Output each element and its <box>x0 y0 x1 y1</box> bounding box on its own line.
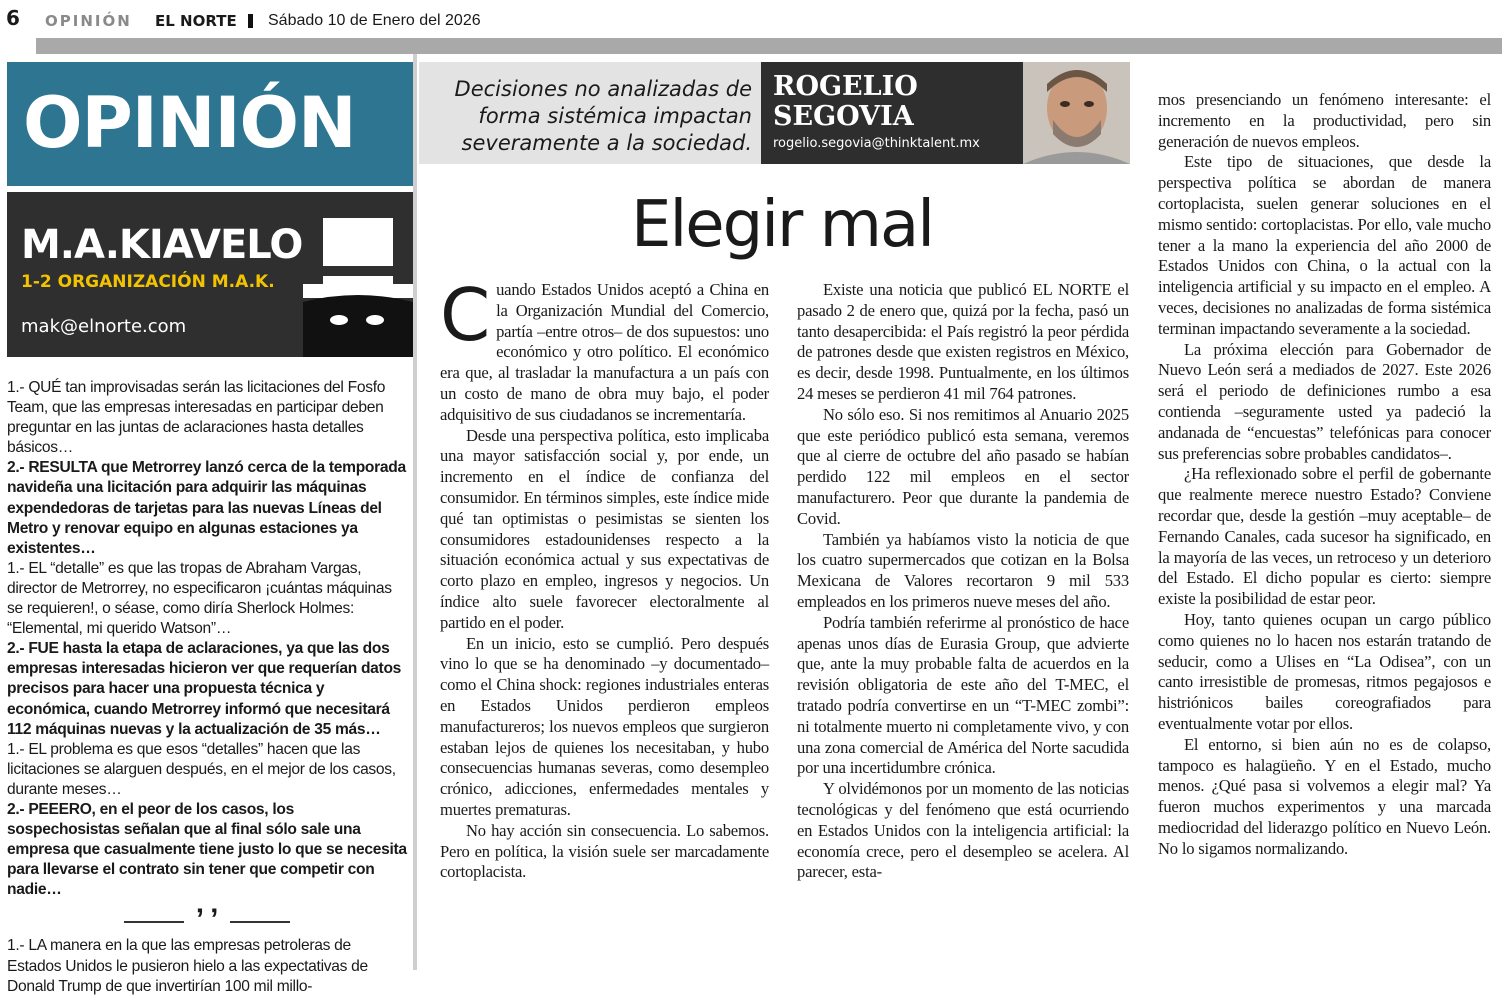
author-email: rogelio.segovia@thinktalent.mx <box>773 136 980 151</box>
article-paragraph: En un inicio, esto se cumplió. Pero después vino lo que se ha denominado –y documentado– como el China shock: regiones industriales enteras en Estados Unidos perdieron empleos manufactureros; los nuevos empleos que surgieron estaban lejos de quienes los necesitaban, y hubo consecuencias humanas severas, como desempleo crónico, adicciones, enfermedades mentales y muertes prematuras. <box>440 633 769 819</box>
opinion-section-title: OPINIÓN <box>23 82 356 164</box>
column-email: mak@elnorte.com <box>21 316 187 337</box>
column-item: 2.- FUE hasta la etapa de aclaraciones, ya que las dos empresas interesadas hicieron ver que requerían datos precisos para hacer una propuesta técnica y económica, cuando Metrorrey informó que necesitará 112 máquinas nuevas y la actualización de 35 más… <box>7 640 402 738</box>
opinion-section-box <box>7 62 413 186</box>
column-item: 1.- EL problema es que esos “detalles” hacen que las licitaciones se alarguen después, en el mejor de los casos, durante meses… <box>7 740 396 798</box>
top-hat-icon <box>303 218 413 357</box>
author-name: ROGELIO SEGOVIA <box>773 71 918 132</box>
article-paragraph: mos presenciando un fenómeno interesante: el incremento en la productividad, pero sin generación de nuevos empleos. <box>1158 90 1491 151</box>
column-name: M.A.KIAVELO <box>21 222 303 268</box>
header-rule <box>36 38 1502 54</box>
article-paragraph: Existe una noticia que publicó EL NORTE el pasado 2 de enero que, quizá por la fecha, pasó un tanto desapercibida: el País registró la peor pérdida de patrones desde que existen registros en México, es decir, desde 1998. Puntualmente, en los últimos 24 meses se perdieron 41 mil 764 patrones. <box>797 280 1129 403</box>
article-paragraph: El entorno, si bien aún no es de colapso, tampoco es halagüeño. Y en el Estado, mucho menos. ¿Qué pasa si volvemos a elegir mal? Ya fueron muchos experimentos y una marcada mediocridad del liderazgo político en Nuevo León. No lo sigamos normalizando. <box>1158 734 1491 858</box>
article-column-2 <box>797 280 1129 883</box>
column-divider <box>413 54 417 970</box>
column-item: 1.- EL “detalle” es que las tropas de Abraham Vargas, director de Metrorrey, no especificaron ¡cuántas máquinas se requieren!, o séase, como diría Sherlock Holmes: “Elemental, mi querido Watson”… <box>7 559 392 638</box>
header-separator <box>248 14 253 28</box>
page-header <box>0 0 1502 36</box>
article-paragraph: Y olvidémonos por un momento de las noticias tecnológicas y del fenómeno que está ocurriendo en Estados Unidos con la inteligencia artificial: la economía crece, pero el desempleo se acelera. Al parecer, esta- <box>797 779 1129 882</box>
article-paragraph: ¿Ha reflexionado sobre el perfil de gobernante que realmente merece nuestro Estado? Conviene recordar que, desde la gestión –muy aceptable– de Fernando Canales, cada sucesor ha significado, en la mayoría de las veces, un retroceso y un deterioro del Estado. El dicho popular es cierto: siempre existe la posibilidad de estar peor. <box>1158 464 1491 609</box>
article-column-3 <box>1158 90 1491 859</box>
article-tagline: Decisiones no analizadas de forma sistémica impactan severamente a la sociedad. <box>454 77 752 155</box>
article-paragraph: También ya habíamos visto la noticia de que los cuatro supermercados que cotizan en la Bolsa Mexicana de Valores recortaron 9 mil 533 empleados en los primeros nueve meses del año. <box>797 529 1129 611</box>
column-text <box>7 378 407 997</box>
column-item: 1.- QUÉ tan improvisadas serán las licitaciones del Fosfo Team, que las empresas interesadas en participar deben preguntar en las juntas de aclaraciones hasta detalles básicos… <box>7 379 386 457</box>
article-column-1 <box>440 273 769 883</box>
column-item: 2.- PEEERO, en el peor de los casos, los sospechosistas señalan que al final sólo sale una empresa que casualmente tiene justo lo que se necesita para llevarse el contrato sin tener que competir con nadie… <box>7 800 407 899</box>
article-paragraph: No hay acción sin consecuencia. Lo sabemos. Pero en política, la visión suele ser marcadamente cortoplacista. <box>440 820 769 882</box>
article-paragraph: Cuando Estados Unidos aceptó a China en la Organización Mundial del Comercio, partía –entre otros– de dos supuestos: uno económico y otro político. El económico era que, al trasladar la manufactura a un país con un costo de mano de obra muy bajo, el poder adquisitivo de sus ciudadanos se incrementaría. <box>440 273 769 424</box>
page-number: 6 <box>6 6 20 30</box>
article-paragraph: Podría también referirme al pronóstico de hace apenas unos días de Eurasia Group, que advierte que, ante la muy probable falta de acuerdos en la revisión obligatoria de este año del T-MEC, el tratado podría convertirse en un “T-MEC zombi”: ni totalmente muerto ni completamente vivo, y con una zona comercial de América del Norte sacudida por una incertidumbre crónica. <box>797 612 1129 778</box>
column-item: 1.- LA manera en la que las empresas petroleras de Estados Unidos le pusieron hielo a las expectativas de Donald Trump de que invertirían 100 mil millo- <box>7 937 368 995</box>
drop-cap: C <box>440 273 491 357</box>
author-portrait <box>1023 62 1130 164</box>
author-box <box>761 62 1130 164</box>
article-paragraph: Desde una perspectiva política, esto implicaba una mayor satisfacción social y, por ende, un incremento en el índice de confianza del consumidor. En términos simples, este índice mide qué tan optimistas o pesimistas se sienten los consumidores estadounidenses respecto a la situación económica actual y sus expectativas de corto plazo en empleo, ingresos y negocios. Un índice alto suele favorecer electoralmente al partido en el poder. <box>440 425 769 632</box>
article-paragraph: Este tipo de situaciones, que desde la perspectiva política se abordan de manera cortoplacista, suelen generar soluciones en el mismo sentido: cortoplacistas. Por ello, vale mucho tener a la mano la experiencia del año 2000 de Estados Unidos con China, o la actual con la inteligencia artificial y su impacto en el empleo. A veces, decisiones no analizadas de forma sistémica terminan impactando severamente a la sociedad. <box>1158 152 1491 338</box>
column-header-box <box>7 192 413 357</box>
column-subtitle: 1-2 ORGANIZACIÓN M.A.K. <box>21 272 275 292</box>
issue-date: Sábado 10 de Enero del 2026 <box>268 12 481 29</box>
article-title: Elegir mal <box>631 188 933 262</box>
quote-divider: ’ ’ <box>7 910 407 930</box>
article-paragraph: La próxima elección para Gobernador de Nuevo León será a mediados de 2027. Este 2026 será el periodo de definiciones rumbo a esa contienda –seguramente usted ya padeció la andanada de “encuestas” telefónicas para conocer sus preferencias sobre probables candidatos–. <box>1158 339 1491 463</box>
article-paragraph: Hoy, tanto quienes ocupan un cargo público como quienes no lo hacen nos estarán tratando de seducir, como a Ulises en “La Odisea”, con un canto irresistible de promesas, ritmos pegajosos e histriónicos bailes coreografiados para eventualmente votar por ellos. <box>1158 609 1491 733</box>
column-item: 2.- RESULTA que Metrorrey lanzó cerca de la temporada navideña una licitación para adquirir las máquinas expendedoras de tarjetas para las nuevas Líneas del Metro y renovar equipo en algunas estaciones ya existentes… <box>7 459 406 557</box>
newspaper-name: EL NORTE <box>155 12 237 30</box>
article-banner <box>419 62 1130 164</box>
section-label: OPINIÓN <box>45 12 132 30</box>
article-paragraph: No sólo eso. Si nos remitimos al Anuario 2025 que este periódico publicó esta semana, veremos que al cierre de octubre del año pasado se habían perdido 122 mil empleos en el sector manufacturero. Peor que durante la pandemia de Covid. <box>797 404 1129 528</box>
